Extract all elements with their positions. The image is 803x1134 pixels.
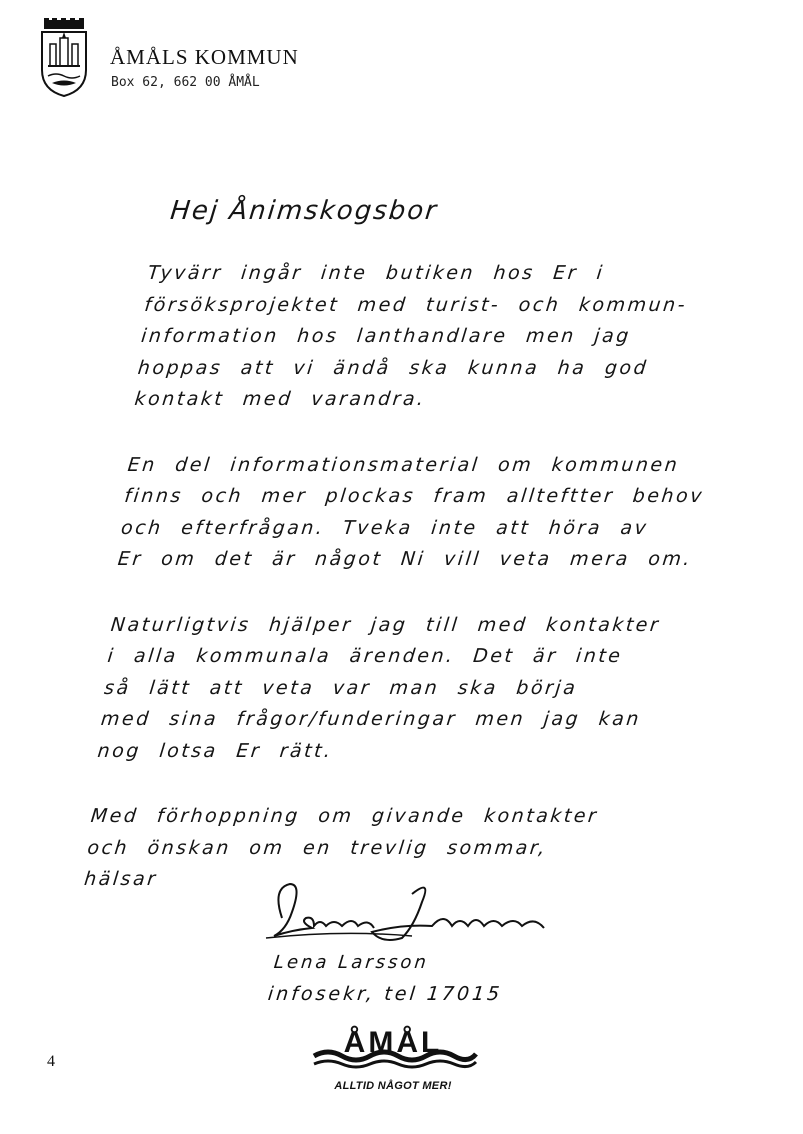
letter-line: nog lotsa Er rätt. bbox=[96, 739, 334, 762]
signature-block bbox=[262, 878, 562, 1005]
letter-line: försöksprojektet med turist- och kommun- bbox=[143, 293, 689, 316]
letter-greeting: Hej Ånimskogsbor bbox=[168, 196, 440, 226]
letter-line: och efterfrågan. Tveka inte att höra av bbox=[120, 516, 650, 539]
amal-logo bbox=[308, 1022, 478, 1092]
letter-body bbox=[72, 196, 795, 934]
letter-line: kontakt med varandra. bbox=[133, 388, 427, 410]
organization-address: Box 62, 662 00 ÅMÅL bbox=[111, 75, 260, 90]
letter-line: Tyvärr ingår inte butiken hos Er i bbox=[146, 262, 606, 284]
letter-line: Med förhoppning om givande kontakter bbox=[89, 805, 600, 827]
amal-logo-wordmark bbox=[308, 1022, 478, 1070]
letter-line: finns och mer plockas fram allteftter behov bbox=[123, 485, 706, 507]
handwritten-signature bbox=[262, 878, 562, 952]
letter-line: hoppas att vi ändå ska kunna ha god bbox=[136, 356, 650, 379]
logo-word-text: ÅMÅL bbox=[343, 1026, 443, 1059]
signer-name: Lena Larsson bbox=[272, 952, 431, 973]
letter-line: Naturligtvis hjälper jag till med kontakter bbox=[109, 613, 662, 636]
letter-line: och önskan om en trevlig sommar, bbox=[86, 836, 549, 859]
letter-line: hälsar bbox=[83, 868, 159, 890]
letter-line: så lätt att veta var man ska börja bbox=[103, 676, 579, 699]
letter-line: En del informationsmaterial om kommunen bbox=[126, 453, 681, 476]
paragraph-1 bbox=[133, 262, 789, 420]
letter-line: i alla kommunala ärenden. Det är inte bbox=[106, 645, 624, 667]
letter-line: information hos lanthandlare men jag bbox=[140, 325, 633, 347]
organization-name: ÅMÅLS KOMMUN bbox=[110, 45, 299, 69]
logo-tagline: ALLTID NÅGOT MER! bbox=[334, 1080, 452, 1092]
paragraph-3 bbox=[96, 614, 752, 772]
municipal-crest-icon bbox=[38, 18, 90, 98]
letter-line: Er om det är något Ni vill veta mera om. bbox=[116, 548, 694, 570]
letter-line: med sina frågor/funderingar men jag kan bbox=[99, 708, 643, 730]
paragraph-2 bbox=[116, 454, 768, 580]
page-number: 4 bbox=[47, 1053, 55, 1070]
signer-title: infosekr, tel 17015 bbox=[266, 983, 504, 1005]
